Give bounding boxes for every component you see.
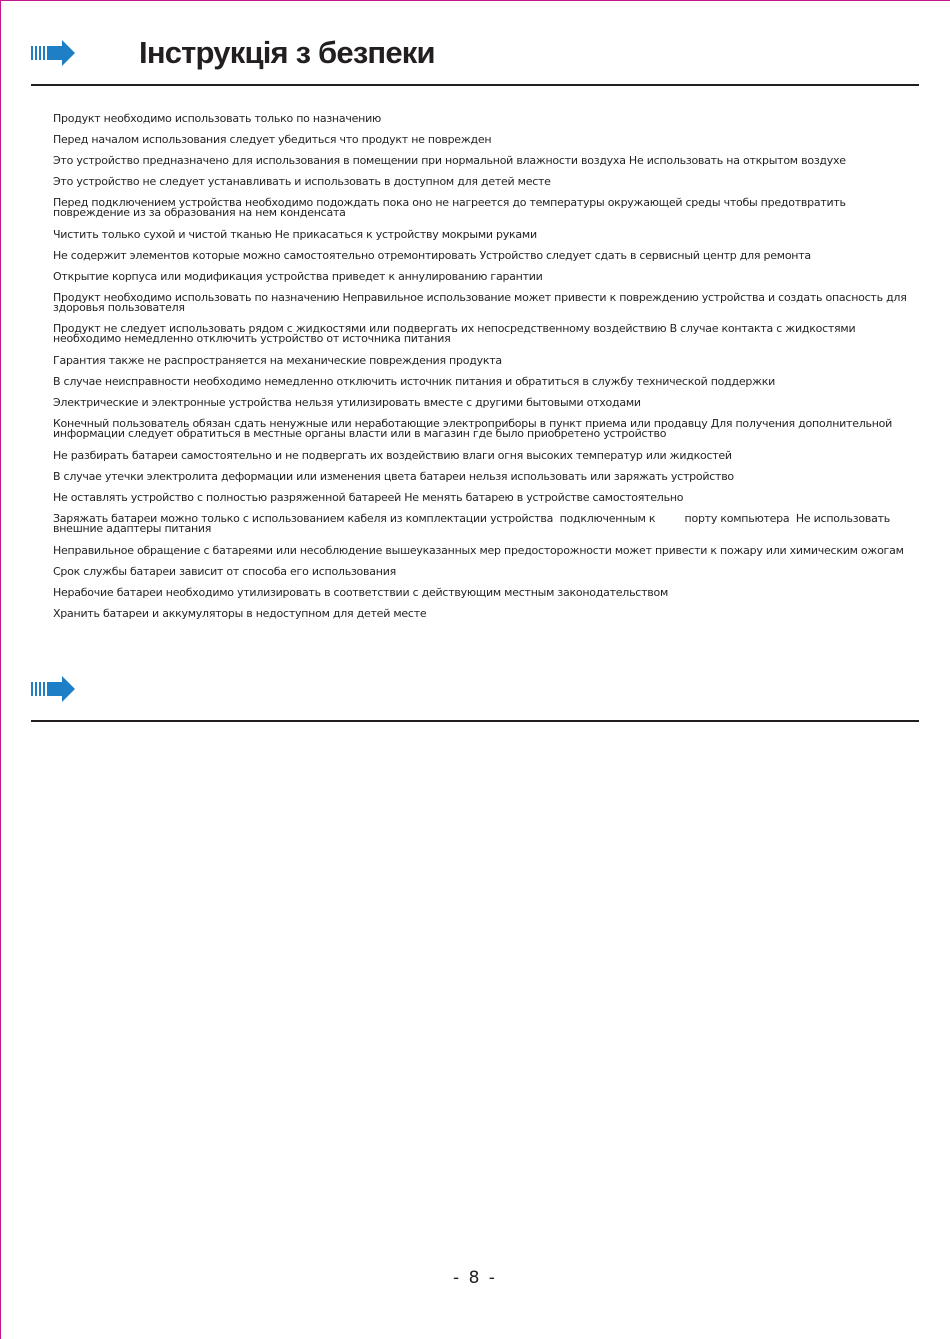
arrow-right-icon	[31, 675, 75, 703]
section-divider	[31, 720, 919, 722]
list-item: Не оставлять устройство с полностью разряженной батареей Не менять батарею в устройстве самостоятельно	[53, 491, 684, 504]
page-title: Інструкція з безпеки	[139, 35, 435, 70]
list-item: Это устройство не следует устанавливать и использовать в доступном для детей месте	[53, 175, 551, 188]
list-item: Нерабочие батареи необходимо утилизировать в соответствии с действующим местным законодательством	[53, 586, 669, 599]
list-item: Продукт необходимо использовать по назначению Неправильное использование может привести к повреждению устройства и создать опасность для здоровья пользователя	[53, 291, 907, 314]
list-item: Перед подключением устройства необходимо подождать пока оно не нагреется до температуры окружающей среды чтобы предотвратить повреждение из за образования на нем конденсата	[53, 196, 846, 219]
list-item: Не разбирать батареи самостоятельно и не подвергать их воздействию влаги огня высоких температур или жидкостей	[53, 449, 732, 462]
list-item: Продукт необходимо использовать только по назначению	[53, 112, 381, 125]
list-item: Конечный пользователь обязан сдать ненужные или неработающие электроприборы в пункт приема или продавцу Для получения дополнительной информации следует обратиться в местные органы власти или в магазин где было приобретено устройство	[53, 417, 893, 440]
header-divider	[31, 84, 919, 86]
list-item: Неправильное обращение с батареями или несоблюдение вышеуказанных мер предосторожности может привести к пожару или химическим ожогам	[53, 544, 904, 557]
list-item: В случае утечки электролита деформации или изменения цвета батареи нельзя использовать или заряжать устройство	[53, 470, 734, 483]
list-item: Заряжать батареи можно только с использованием кабеля из комплектации устройства подключенным к порту компьютера Не использовать внешние адаптеры питания	[53, 512, 894, 535]
list-item: Хранить батареи и аккумуляторы в недоступном для детей месте	[53, 607, 427, 620]
list-item: Продукт не следует использовать рядом с жидкостями или подвергать их непосредственному воздействию В случае контакта с жидкостями необходимо немедленно отключить устройство от источника питания	[53, 322, 856, 345]
list-item: Чистить только сухой и чистой тканью Не прикасаться к устройству мокрыми руками	[53, 228, 537, 241]
arrow-right-icon	[31, 39, 75, 67]
list-item: Не содержит элементов которые можно самостоятельно отремонтировать Устройство следует сдать в сервисный центр для ремонта	[53, 249, 811, 262]
list-item: Срок службы батареи зависит от способа его использования	[53, 565, 396, 578]
list-item: Перед началом использования следует убедиться что продукт не поврежден	[53, 133, 492, 146]
list-item: Открытие корпуса или модификация устройства приведет к аннулированию гарантии	[53, 270, 543, 283]
list-item: Электрические и электронные устройства нельзя утилизировать вместе с другими бытовыми отходами	[53, 396, 641, 409]
list-item: Это устройство предназначено для использования в помещении при нормальной влажности воздуха Не использовать на открытом воздухе	[53, 154, 846, 167]
page-number: - 8 -	[453, 1268, 497, 1288]
list-item: Гарантия также не распространяется на механические повреждения продукта	[53, 354, 502, 367]
list-item: В случае неисправности необходимо немедленно отключить источник питания и обратиться в службу технической поддержки	[53, 375, 776, 388]
